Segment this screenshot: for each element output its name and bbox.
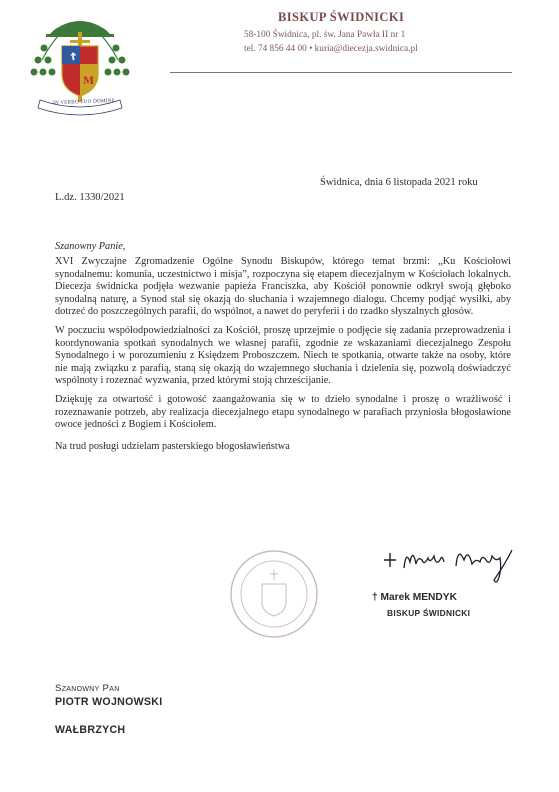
recipient-block bbox=[55, 683, 163, 736]
paragraph-2: W poczuciu współodpowiedzialności za Kościół, proszę uprzejmie o podjęcie się zadania przeprowadzenia i koordynowania spotkań synodalnych we własnej parafii, zgodnie ze wskazaniami diecezjalnego Zespołu Synodalnego i w porozumieniu z Księdzem Proboszczem. Niech te spotkania, otwarte także na osoby, które nie mają związku z parafią, staną się okazją do wzajemnego słuchania i dzielenia się, pozwolą doświadczyć wspólnoty i rozeznać wyzwania, przed którymi stoją chrześcijanie. bbox=[55, 325, 511, 387]
recipient-name: PIOTR WOJNOWSKI bbox=[55, 696, 163, 708]
signer-title: BISKUP ŚWIDNICKI bbox=[387, 608, 471, 618]
closing-blessing: Na trud posługi udzielam pasterskiego błogosławieństwa bbox=[55, 440, 290, 452]
signer-name: † Marek MENDYK bbox=[372, 592, 457, 603]
paragraph-3: Dziękuję za otwartość i gotowość zaangażowania się w to dzieło synodalne i proszę o wrażliwość i rozeznawanie potrzeb, aby realizacja diecezjalnego etapu synodalnego w parafiach przyniosła błogosławione owoce jedności z Bogiem i Kościołem. bbox=[55, 394, 511, 431]
letterhead-contact: tel. 74 856 44 00 • kuria@diecezja.swidnica.pl bbox=[244, 44, 418, 54]
motto-ribbon-text: IN VERBO TUO DOMINE bbox=[52, 97, 116, 107]
svg-text:M: M bbox=[83, 76, 95, 87]
signer-block bbox=[372, 592, 512, 618]
letter-body bbox=[55, 241, 511, 453]
recipient-salutation: Szanowny Pan bbox=[55, 683, 120, 694]
svg-text:☦: ☦ bbox=[70, 52, 77, 63]
reference-number: L.dz. 1330/2021 bbox=[55, 192, 125, 203]
letterhead bbox=[244, 10, 534, 54]
recipient-city: WAŁBRZYCH bbox=[55, 724, 126, 736]
letterhead-address: 58-100 Świdnica, pl. św. Jana Pawła II nr 1 bbox=[244, 30, 406, 40]
letterhead-title: BISKUP ŚWIDNICKI bbox=[278, 10, 405, 24]
handwritten-signature-icon bbox=[378, 536, 528, 586]
paragraph-1: XVI Zwyczajne Zgromadzenie Ogólne Synodu Biskupów, którego temat brzmi: „Ku Kościołowi synodalnemu: komunia, uczestnictwo i misja”, rozpoczyna się etapem diecezjalnym w Kościołach lokalnych. Diecezja świdnicka podjęła wezwanie papieża Franciszka, aby Kościół ponownie odkrył swoją głęboko synodalną naturę, a Synod stał się okazją do słuchania i wzajemnego dialogu. Chcemy podjąć wysiłki, aby dotrzeć do poszczególnych parafii, do wspólnot, a nawet do peryferii i do rzadko słyszalnych głosów. bbox=[55, 256, 511, 318]
letter-date: Świdnica, dnia 6 listopada 2021 roku bbox=[320, 177, 478, 188]
greeting: Szanowny Panie, bbox=[55, 241, 126, 252]
official-stamp-icon bbox=[228, 548, 320, 640]
letterhead-divider bbox=[170, 72, 512, 73]
